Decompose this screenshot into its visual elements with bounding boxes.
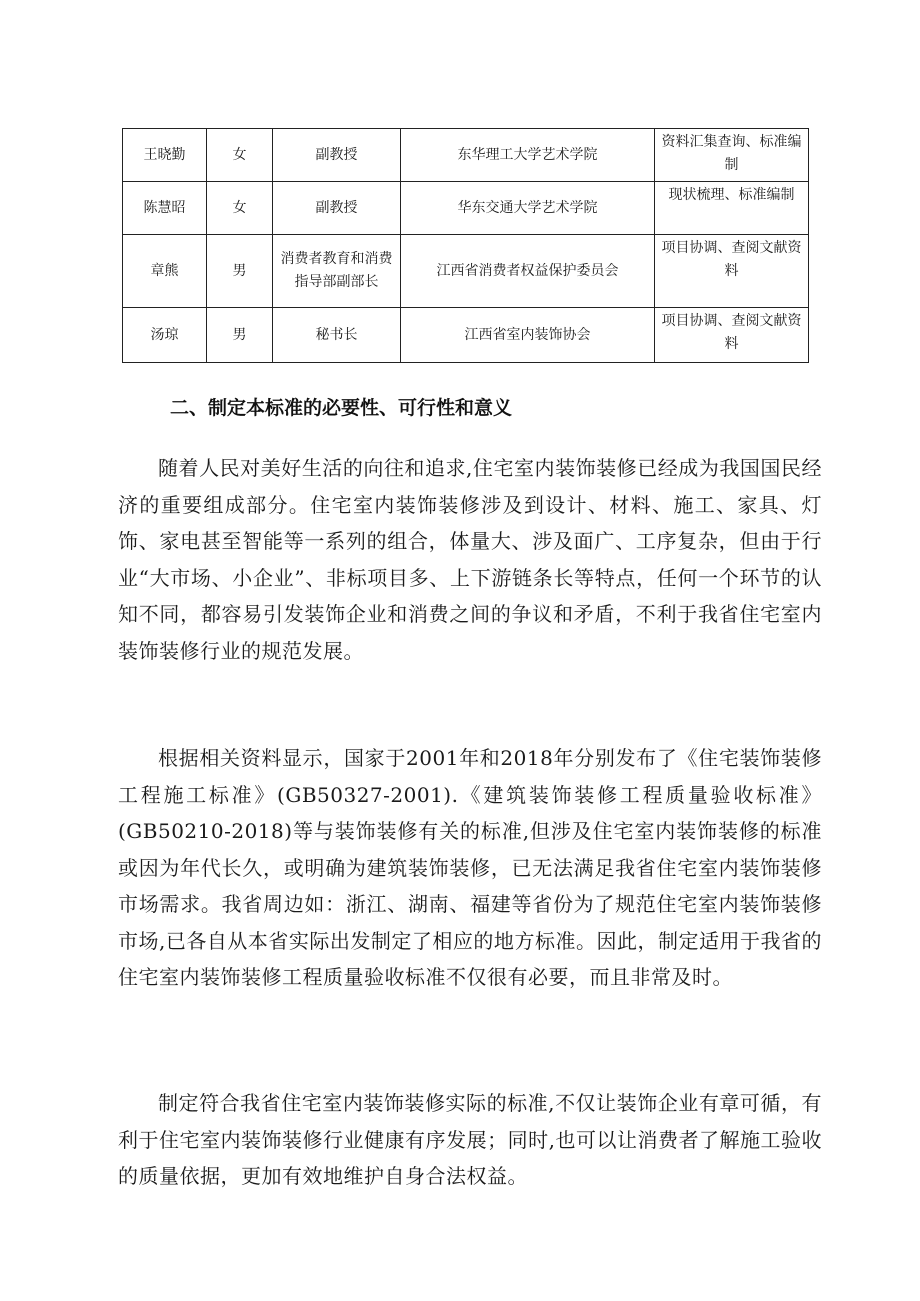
- cell-gender: 女: [207, 182, 273, 235]
- cell-duty: 资料汇集查询、标准编制: [655, 129, 809, 182]
- cell-duty: 项目协调、查阅文献资料: [655, 308, 809, 363]
- section-heading: 二、制定本标准的必要性、可行性和意义: [170, 397, 513, 419]
- paragraph: 根据相关资料显示，国家于2001年和2018年分别发布了《住宅装饰装修工程施工标准》(GB50327-2001).《建筑装饰装修工程质量验收标准》(GB50210-2018)等与装饰装修有关的标准,但涉及住宅室内装饰装修的标准或因为年代长久，或明确为建筑装饰装修，已无法满足我省住宅室内装饰装修市场需求。我省周边如：浙江、湖南、福建等省份为了规范住宅室内装饰装修市场,已各自从本省实际出发制定了相应的地方标准。因此，制定适用于我省的住宅室内装饰装修工程质量验收标准不仅很有必要，而且非常及时。: [118, 746, 822, 989]
- cell-title: 副教授: [273, 129, 401, 182]
- cell-gender: 男: [207, 308, 273, 363]
- table-row: [123, 308, 809, 363]
- cell-title: 副教授: [273, 182, 401, 235]
- cell-name: 陈慧昭: [123, 182, 207, 235]
- paragraph: 随着人民对美好生活的向往和追求,住宅室内装饰装修已经成为我国国民经济的重要组成部分。住宅室内装饰装修涉及到设计、材料、施工、家具、灯饰、家电甚至智能等一系列的组合，体量大、涉及面广、工序复杂，但由于行业“大市场、小企业”、非标项目多、上下游链条长等特点，任何一个环节的认知不同，都容易引发装饰企业和消费之间的争议和矛盾，不利于我省住宅室内装饰装修行业的规范发展。: [118, 456, 822, 663]
- cell-title: 消费者教育和消费指导部副部长: [273, 235, 401, 308]
- cell-organization: 江西省室内装饰协会: [401, 308, 655, 363]
- cell-name: 王晓勤: [123, 129, 207, 182]
- paragraph: 制定符合我省住宅室内装饰装修实际的标准,不仅让装饰企业有章可循，有利于住宅室内装饰装修行业健康有序发展；同时,也可以让消费者了解施工验收的质量依据，更加有效地维护自身合法权益。: [118, 1091, 822, 1188]
- cell-name: 汤琼: [123, 308, 207, 363]
- cell-organization: 江西省消费者权益保护委员会: [401, 235, 655, 308]
- cell-title: 秘书长: [273, 308, 401, 363]
- cell-organization: 华东交通大学艺术学院: [401, 182, 655, 235]
- table-row: [123, 235, 809, 308]
- table-row: [123, 129, 809, 182]
- cell-organization: 东华理工大学艺术学院: [401, 129, 655, 182]
- members-table: [122, 128, 809, 363]
- cell-gender: 女: [207, 129, 273, 182]
- cell-duty: 项目协调、查阅文献资料: [655, 235, 809, 308]
- cell-gender: 男: [207, 235, 273, 308]
- table-row: [123, 182, 809, 235]
- cell-duty: 现状梳理、标准编制: [655, 182, 809, 235]
- cell-name: 章熊: [123, 235, 207, 308]
